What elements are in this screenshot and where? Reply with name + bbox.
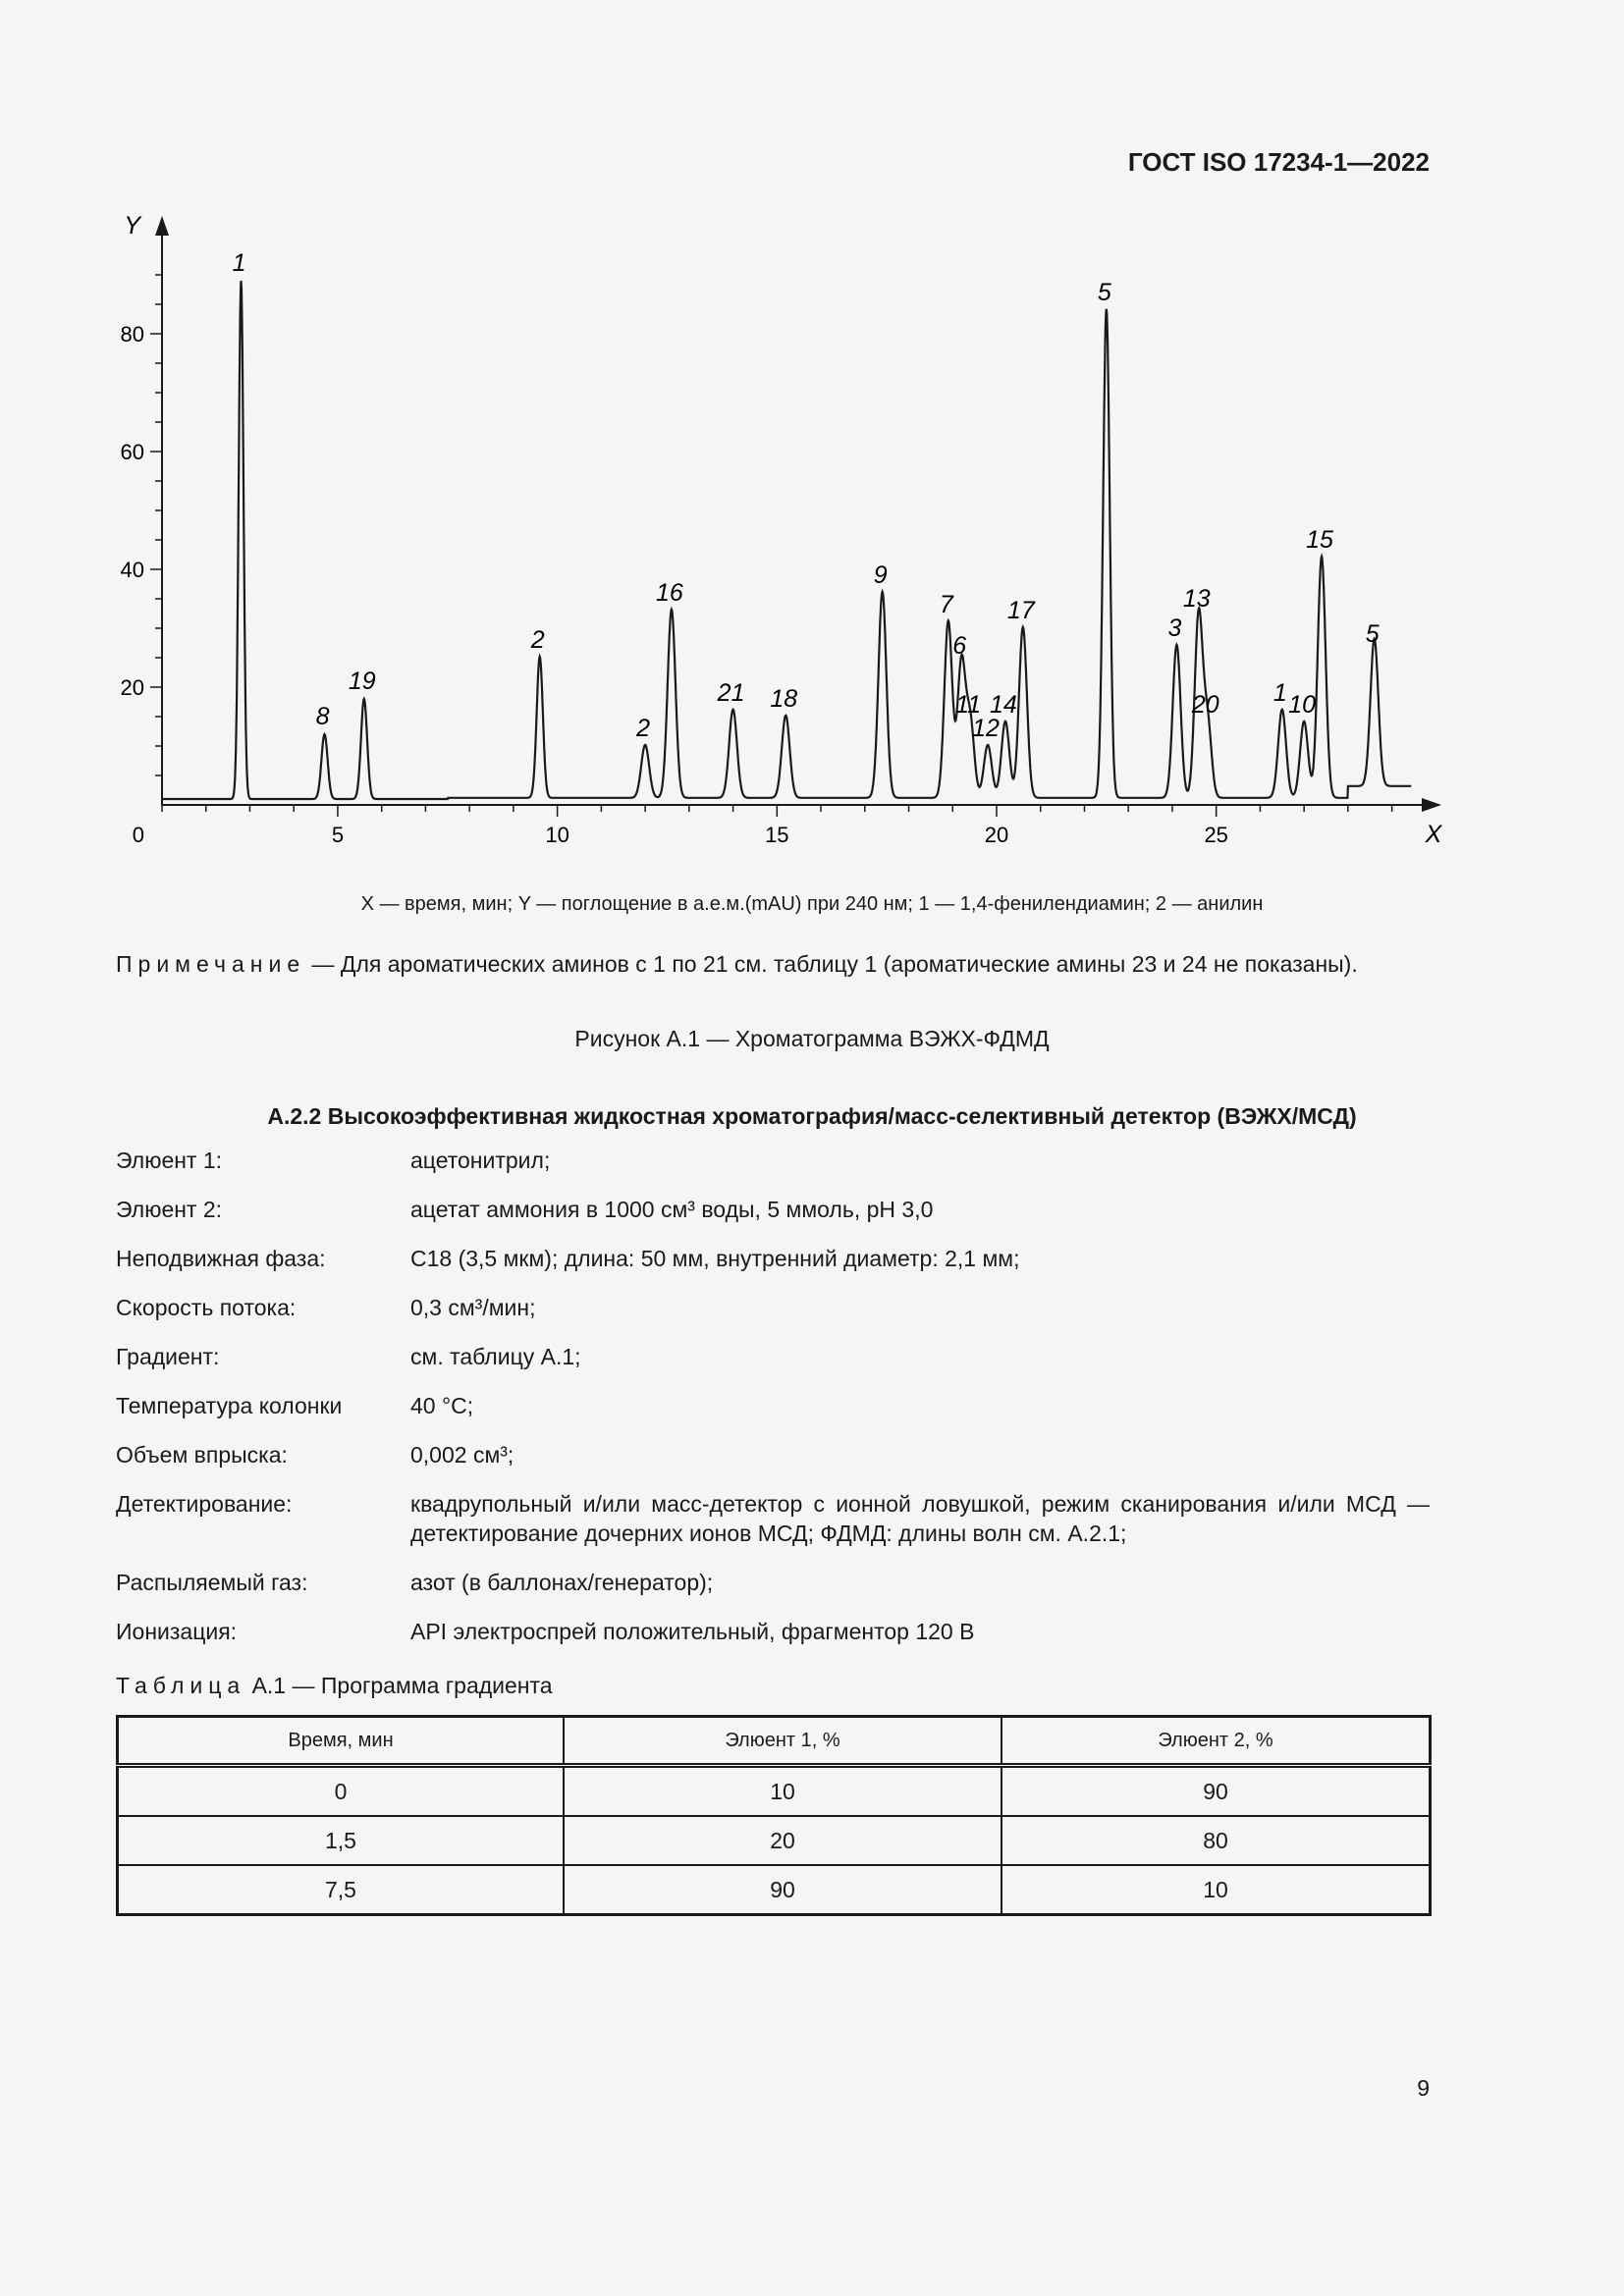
parameter-key: Температура колонки xyxy=(116,1393,343,1418)
parameter-value: квадрупольный и/или масс-детектор с ионной ловушкой, режим сканирования и/или МСД — детектирование дочерних ионов МСД; ФДМД: длины волн см. А.2.1; xyxy=(410,1491,1430,1546)
parameter-key: Скорость потока: xyxy=(116,1295,297,1320)
figure-caption: Рисунок А.1 — Хроматограмма ВЭЖХ-ФДМД xyxy=(574,1026,1050,1051)
peak-label: 13 xyxy=(1182,585,1211,613)
peak-label: 11 xyxy=(955,691,982,719)
table-caption-text: А.1 — Программа градиента xyxy=(245,1673,553,1698)
table-row xyxy=(118,1865,1431,1915)
section-heading: А.2.2 Высокоэффективная жидкостная хроматография/масс-селективный детектор (ВЭЖХ/МСД) xyxy=(267,1103,1357,1129)
peak-label: 5 xyxy=(1365,620,1380,648)
x-axis-arrow xyxy=(1422,798,1441,812)
table-header-cell: Элюент 1, % xyxy=(564,1717,1001,1766)
parameter-value: 40 °C; xyxy=(410,1393,474,1418)
page-number: 9 xyxy=(1417,2075,1430,2101)
peak-label: 2 xyxy=(636,715,651,742)
x-tick-label: 10 xyxy=(545,823,569,847)
parameter-value: 0,002 см³; xyxy=(410,1442,514,1468)
peak-label: 16 xyxy=(656,579,683,607)
table-cell: 20 xyxy=(564,1816,1001,1865)
x-tick-label: 20 xyxy=(984,823,1009,847)
table-cell: 90 xyxy=(564,1865,1001,1915)
chromatogram-chart xyxy=(98,216,1473,883)
peak-label: 5 xyxy=(1097,279,1111,306)
peak-label: 21 xyxy=(717,679,745,707)
note-text: — Для ароматических аминов с 1 по 21 см. таблицу 1 (ароматические амины 23 и 24 не показаны). xyxy=(305,951,1358,977)
parameter-value: 0,3 см³/мин; xyxy=(410,1295,536,1320)
figure-note xyxy=(116,949,1430,980)
table-header-cell: Время, мин xyxy=(118,1717,565,1766)
peak-label: 1 xyxy=(1272,679,1287,707)
table-cell: 1,5 xyxy=(118,1816,565,1865)
peak-label: 18 xyxy=(770,685,798,713)
y-tick-label: 40 xyxy=(120,558,144,582)
x-axis-label: X xyxy=(1425,821,1442,848)
table-caption-label: Таблица xyxy=(116,1673,246,1698)
peak-label: 20 xyxy=(1191,691,1219,719)
table-cell: 90 xyxy=(1001,1766,1431,1817)
y-tick-label: 20 xyxy=(120,675,144,700)
y-tick-label: 60 xyxy=(120,440,144,464)
table-header-cell: Элюент 2, % xyxy=(1001,1717,1431,1766)
chromatogram-trace xyxy=(162,281,1411,799)
peak-label: 7 xyxy=(939,591,953,618)
x-tick-label: 25 xyxy=(1204,823,1228,847)
parameter-value: ацетат аммония в 1000 см³ воды, 5 ммоль, pH 3,0 xyxy=(410,1197,934,1222)
parameter-key: Детектирование: xyxy=(116,1491,293,1517)
y-axis-arrow xyxy=(155,216,169,236)
peak-label: 10 xyxy=(1288,691,1317,719)
peak-label: 17 xyxy=(1006,597,1035,624)
y-tick-label: 80 xyxy=(120,322,144,347)
peak-label: 19 xyxy=(348,667,376,695)
document-code: ГОСТ ISO 17234-1—2022 xyxy=(1127,147,1430,177)
peak-label: 6 xyxy=(952,632,967,660)
parameter-key: Градиент: xyxy=(116,1344,220,1369)
peak-label: 1 xyxy=(232,249,246,277)
table-row xyxy=(118,1766,1431,1817)
table-row xyxy=(118,1816,1431,1865)
note-label: Примечание xyxy=(116,951,306,977)
parameter-key: Неподвижная фаза: xyxy=(116,1246,326,1271)
table-cell: 10 xyxy=(564,1766,1001,1817)
peak-label: 12 xyxy=(972,715,1000,742)
x-tick-label: 5 xyxy=(331,823,345,847)
peak-label: 9 xyxy=(873,561,888,589)
parameter-value: ацетонитрил; xyxy=(410,1148,551,1173)
table-cell: 0 xyxy=(118,1766,565,1817)
figure-legend: X — время, мин; Y — поглощение в а.е.м.(mAU) при 240 нм; 1 — 1,4-фенилендиамин; 2 — анилин xyxy=(360,893,1264,915)
table-cell: 80 xyxy=(1001,1816,1431,1865)
peak-label: 8 xyxy=(315,703,330,730)
parameter-key: Объем впрыска: xyxy=(116,1442,288,1468)
parameter-value: C18 (3,5 мкм); длина: 50 мм, внутренний диаметр: 2,1 мм; xyxy=(410,1246,1020,1271)
x-tick-label: 15 xyxy=(765,823,789,847)
peak-label: 15 xyxy=(1306,526,1333,554)
parameter-key: Ионизация: xyxy=(116,1619,238,1644)
table-caption xyxy=(116,1673,553,1699)
origin-label: 0 xyxy=(132,823,144,847)
gradient-table xyxy=(116,1715,1432,1916)
peak-label: 14 xyxy=(990,691,1017,719)
parameter-key: Распыляемый газ: xyxy=(116,1570,308,1595)
peak-label: 2 xyxy=(530,626,545,654)
table-cell: 10 xyxy=(1001,1865,1431,1915)
y-axis-label: Y xyxy=(124,216,140,240)
parameter-key: Элюент 2: xyxy=(116,1197,223,1222)
peak-labels xyxy=(233,249,1380,742)
peak-label: 3 xyxy=(1167,614,1182,642)
parameter-value: азот (в баллонах/генератор); xyxy=(410,1570,714,1595)
parameter-key: Элюент 1: xyxy=(116,1148,223,1173)
table-cell: 7,5 xyxy=(118,1865,565,1915)
parameter-value: см. таблицу А.1; xyxy=(410,1344,581,1369)
parameter-value: API электроспрей положительный, фрагментор 120 В xyxy=(410,1619,975,1644)
